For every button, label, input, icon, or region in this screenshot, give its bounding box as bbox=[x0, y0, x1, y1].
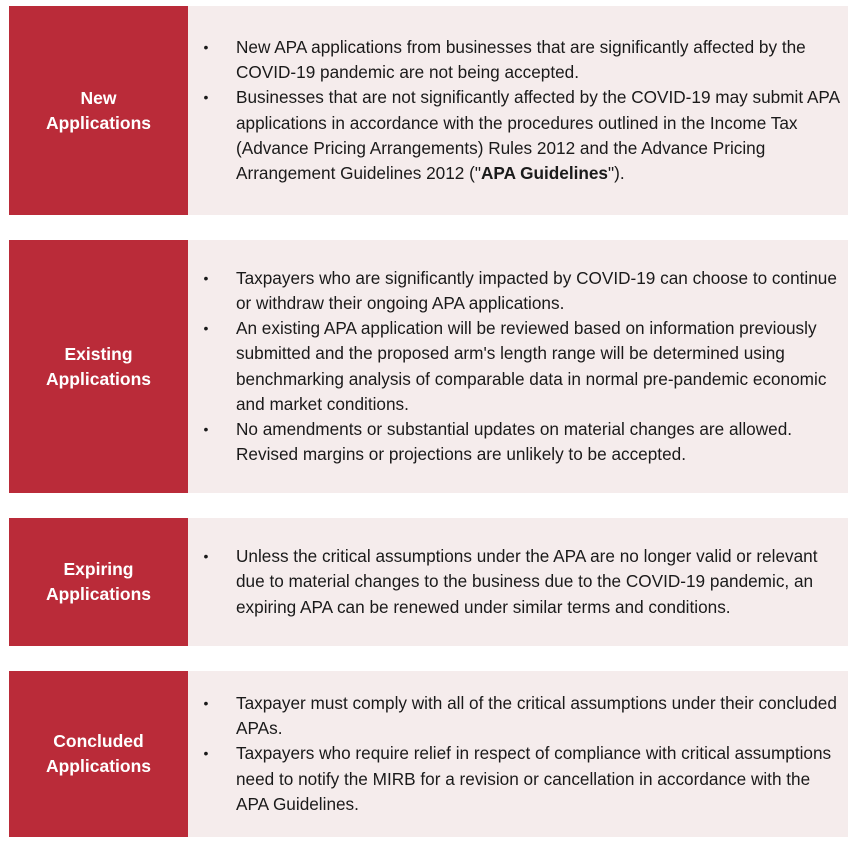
section-expiring-applications bbox=[9, 518, 848, 646]
section-content bbox=[188, 6, 848, 215]
apa-guidelines-defined-term: APA Guidelines bbox=[480, 162, 608, 183]
bullet-item bbox=[200, 417, 842, 467]
bullet-item bbox=[200, 544, 842, 620]
bullet-item bbox=[200, 691, 842, 741]
label-line-1: Concluded bbox=[53, 731, 144, 751]
label-line-1: New bbox=[80, 87, 117, 108]
label-line-2: Applications bbox=[45, 584, 151, 604]
bullet-icon: • bbox=[203, 38, 209, 55]
section-content bbox=[188, 671, 848, 837]
bullet-text: Taxpayer must comply with all of the critical assumptions under their concluded APAs. bbox=[236, 692, 837, 739]
bullet-icon: • bbox=[203, 320, 209, 337]
bullet-icon: • bbox=[203, 694, 209, 711]
bullet-icon: • bbox=[203, 745, 209, 762]
bullet-list bbox=[200, 35, 842, 186]
bullet-text: An existing APA application will be reviewed based on information previously submitted and the proposed arm's length range will be determined using benchmarking analysis of comparable data in normal pre-pandemic economic and market conditions. bbox=[236, 318, 827, 414]
bullet-text: No amendments or substantial updates on material changes are allowed. Revised margins or projections are unlikely to be accepted. bbox=[236, 418, 793, 465]
bullet-text: Unless the critical assumptions under the APA are no longer valid or relevant due to material changes to the business due to the COVID-19 pandemic, an expiring APA can be renewed under similar terms and conditions. bbox=[236, 546, 818, 617]
bullet-list bbox=[200, 691, 842, 817]
bullet-list bbox=[200, 544, 842, 620]
bullet-text: Taxpayers who require relief in respect of compliance with critical assumptions need to notify the MIRB for a revision or cancellation in accordance with the APA Guidelines. bbox=[236, 743, 832, 814]
section-label bbox=[9, 671, 188, 837]
section-label bbox=[9, 518, 188, 646]
bullet-item bbox=[200, 316, 842, 417]
section-content bbox=[188, 518, 848, 646]
bullet-icon: • bbox=[203, 548, 209, 565]
bullet-item bbox=[200, 266, 842, 316]
label-line-2: Applications bbox=[45, 112, 151, 133]
section-existing-applications bbox=[9, 240, 848, 493]
bullet-icon: • bbox=[203, 269, 209, 286]
section-label bbox=[9, 240, 188, 493]
section-new-applications bbox=[9, 6, 848, 215]
label-line-1: Existing bbox=[64, 343, 133, 364]
bullet-list bbox=[200, 266, 842, 468]
bullet-icon: • bbox=[203, 420, 209, 437]
bullet-item bbox=[200, 35, 842, 85]
section-label bbox=[9, 6, 188, 215]
bullet-text-before: Businesses that are not significantly affected by the COVID-19 may submit APA applications in accordance with the procedures outlined in the Income Tax (Advance Pricing Arrangements) Rules 2012 and the Advance Pricing Arrangement Guidelines 2012 (" bbox=[236, 87, 840, 183]
bullet-text: Taxpayers who are significantly impacted by COVID-19 can choose to continue or withdraw their ongoing APA applications. bbox=[236, 267, 837, 313]
bullet-text: New APA applications from businesses that are significantly affected by the COVID-19 pandemic are not being accepted. bbox=[236, 36, 806, 83]
bullet-icon: • bbox=[203, 89, 209, 106]
bullet-text-after: "). bbox=[608, 162, 625, 183]
bullet-item bbox=[200, 85, 842, 186]
section-concluded-applications bbox=[9, 671, 848, 837]
label-line-2: Applications bbox=[45, 756, 151, 776]
label-line-2: Applications bbox=[45, 368, 151, 389]
bullet-item bbox=[200, 741, 842, 817]
section-content bbox=[188, 240, 848, 493]
label-line-1: Expiring bbox=[63, 559, 134, 579]
